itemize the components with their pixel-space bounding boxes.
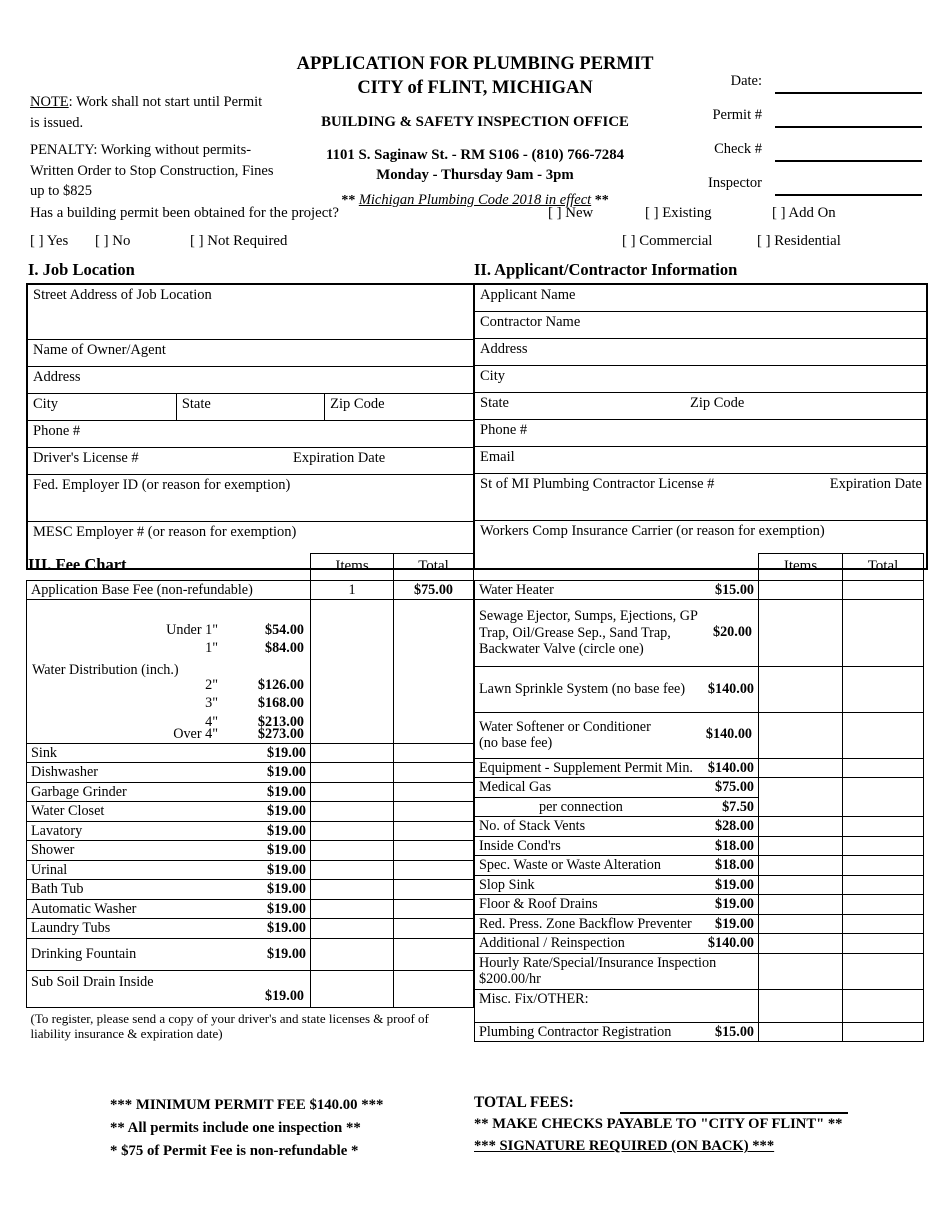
field-mesc-employer[interactable]: MESC Employer # (or reason for exemption) (28, 522, 473, 569)
note-paragraph (30, 92, 275, 133)
fee-items-garbage-grinder[interactable] (311, 782, 394, 801)
table-row (27, 580, 474, 599)
section-heading-fee-chart: III. Fee Chart (28, 555, 127, 574)
right-item-price-floor-roof: $19.00 (714, 896, 754, 913)
right-item-price-per-connection: $7.50 (722, 798, 754, 815)
table-row (27, 970, 474, 1007)
left-item-label-3: Water Closet (31, 803, 105, 820)
left-item-label-0: Sink (31, 744, 58, 761)
fee-total-equipment[interactable] (843, 758, 924, 777)
fee-label-reinspection (475, 934, 759, 953)
right-item-price-softener: $140.00 (705, 725, 752, 742)
office-address: 1101 S. Saginaw St. - RM S106 - (810) 766-7284 (325, 146, 624, 163)
fee-items-water-closet[interactable] (311, 802, 394, 821)
non-refundable-note: * $75 of Permit Fee is non-refundable * (110, 1142, 359, 1159)
left-item-label-8: Automatic Washer (31, 900, 137, 917)
left-item-label-4: Lavatory (31, 822, 83, 839)
left-item-label-7: Bath Tub (31, 881, 84, 898)
fee-label-equipment (475, 758, 759, 777)
right-item-label-medical-gas: Medical Gas (479, 779, 552, 796)
fee-total-automatic-washer[interactable] (394, 899, 474, 918)
minimum-permit-fee-note: *** MINIMUM PERMIT FEE $140.00 *** (110, 1097, 384, 1113)
field-contractor-state-zip[interactable] (475, 393, 926, 420)
fee-total-backflow-preventer[interactable] (843, 914, 924, 933)
table-row (475, 758, 924, 777)
field-zip[interactable]: Zip Code (325, 394, 473, 421)
table-row (28, 285, 473, 340)
left-item-price-5: $19.00 (266, 842, 306, 859)
check-number-field-row (690, 138, 925, 172)
fee-label-urinal (27, 860, 311, 879)
table-row (28, 394, 473, 421)
fee-total-bath-tub[interactable] (394, 880, 474, 899)
field-contractor-address[interactable]: Address (475, 339, 926, 366)
left-item-price-4: $19.00 (266, 822, 306, 839)
fee-total-sewage-ejector[interactable] (843, 599, 924, 666)
field-state[interactable]: State (176, 394, 324, 421)
fee-total-lavatory[interactable] (394, 821, 474, 840)
fee-items-water-softener[interactable] (759, 712, 843, 758)
one-inspection-note: ** All permits include one inspection ** (110, 1119, 361, 1136)
field-workers-comp[interactable]: Workers Comp Insurance Carrier (or reason for exemption) (475, 521, 926, 568)
table-row (27, 919, 474, 938)
checkbox-no[interactable]: [ ] No (95, 233, 131, 249)
check-number-label: Check # (714, 141, 762, 157)
table-row (28, 367, 473, 394)
table-row (475, 895, 924, 914)
fee-label-sub-soil-drain (27, 970, 311, 1007)
fee-label-lawn-sprinkle (475, 666, 759, 712)
fee-total-spec-waste[interactable] (843, 856, 924, 875)
inspector-field-row (690, 172, 925, 206)
table-row (27, 899, 474, 918)
right-item-label-spec-waste: Spec. Waste or Waste Alteration (479, 857, 661, 874)
right-item-price-medical-gas: $75.00 (714, 779, 754, 796)
applicant-info-tables (26, 283, 928, 570)
right-item-price-water-heater: $15.00 (714, 581, 754, 598)
field-owner-address[interactable]: Address (28, 367, 473, 394)
table-row (475, 817, 924, 836)
left-item-price-8: $19.00 (266, 900, 306, 917)
date-label: Date: (730, 73, 762, 89)
field-applicant-name[interactable]: Applicant Name (475, 285, 926, 312)
wd-price-2: $126.00 (257, 676, 304, 693)
fee-label-water-distribution (27, 599, 311, 743)
table-row (475, 420, 926, 447)
table-row (475, 712, 924, 758)
fee-total-water-closet[interactable] (394, 802, 474, 821)
fee-total-shower[interactable] (394, 841, 474, 860)
left-item-price-0: $19.00 (266, 744, 306, 761)
fee-label-drinking-fountain (27, 938, 311, 970)
fee-items-contractor-registration[interactable] (759, 1022, 843, 1041)
code-text: Michigan Plumbing Code 2018 in effect (358, 191, 592, 208)
fee-label-contractor-registration (475, 1022, 759, 1041)
drivers-license-label: Driver's License # (33, 450, 139, 466)
fee-total-contractor-registration[interactable] (843, 1022, 924, 1041)
field-contractor-phone[interactable]: Phone # (475, 420, 926, 447)
fee-label-slop-sink (475, 875, 759, 894)
signature-required-note: *** SIGNATURE REQUIRED (ON BACK) *** (474, 1138, 775, 1155)
total-fees-label: TOTAL FEES: (474, 1094, 574, 1111)
table-row (27, 880, 474, 899)
table-row (28, 475, 473, 522)
note-label: NOTE (30, 94, 69, 110)
field-fed-employer-id[interactable]: Fed. Employer ID (or reason for exemption) (28, 475, 473, 522)
office-hours: Monday - Thursday 9am - 3pm (376, 167, 574, 184)
code-suffix-asterisks: ** (594, 192, 609, 208)
fee-total-garbage-grinder[interactable] (394, 782, 474, 801)
left-item-label-1: Dishwasher (31, 764, 98, 781)
fee-label-hourly-rate (475, 953, 759, 989)
inspector-label: Inspector (708, 175, 762, 191)
fee-items-shower[interactable] (311, 841, 394, 860)
table-row (28, 448, 473, 475)
sub-soil-price: $19.00 (264, 988, 304, 1005)
building-permit-question: Has a building permit been obtained for the project? (30, 205, 339, 221)
water-distribution-label: Water Distribution (inch.) (32, 661, 179, 678)
fee-items-base-fee[interactable]: 1 (311, 580, 394, 599)
fee-items-medical-gas[interactable] (759, 778, 843, 817)
fee-label-inside-condrs (475, 836, 759, 855)
checkbox-commercial[interactable]: [ ] Commercial (622, 233, 713, 249)
fee-items-slop-sink[interactable] (759, 875, 843, 894)
table-row (27, 599, 474, 743)
field-mi-license[interactable] (475, 474, 926, 521)
sewage-line-2: Trap, Oil/Grease Sep., Sand Trap, (479, 624, 671, 641)
building-permit-options (30, 233, 287, 250)
fee-total-urinal[interactable] (394, 860, 474, 879)
wd-price-3: $168.00 (257, 694, 304, 711)
fee-items-water-heater[interactable] (759, 580, 843, 599)
right-item-price-slop-sink: $19.00 (714, 876, 754, 893)
fee-label-dishwasher (27, 763, 311, 782)
fee-chart-left (26, 553, 474, 1044)
wd-size-3: 3" (205, 694, 218, 711)
right-item-label-inside-condrs: Inside Cond'rs (479, 837, 561, 854)
fee-label-shower (27, 841, 311, 860)
fee-total-water-distribution[interactable] (394, 599, 474, 743)
field-owner-agent[interactable]: Name of Owner/Agent (28, 340, 473, 367)
fee-label-misc-other[interactable]: Misc. Fix/OTHER: (475, 989, 759, 1022)
left-item-price-1: $19.00 (266, 764, 306, 781)
fee-label-laundry-tubs (27, 919, 311, 938)
fee-label-base-fee: Application Base Fee (non-refundable) (27, 580, 311, 599)
fee-label-garbage-grinder (27, 782, 311, 801)
fee-items-lawn-sprinkle[interactable] (759, 666, 843, 712)
wd-price-5: $273.00 (257, 725, 304, 742)
footer-fee-notes (110, 1094, 383, 1163)
right-item-price-lawn: $140.00 (707, 681, 754, 698)
fee-chart-title-spacer (27, 554, 311, 581)
left-item-price-2: $19.00 (266, 783, 306, 800)
fee-chart (26, 553, 924, 1044)
checkbox-existing[interactable]: [ ] Existing (645, 205, 712, 221)
fee-items-water-distribution[interactable] (311, 599, 394, 743)
field-contractor-email[interactable]: Email (475, 447, 926, 474)
section-heading-job-location: I. Job Location (28, 260, 135, 279)
field-phone[interactable]: Phone # (28, 421, 473, 448)
fee-items-hourly-rate[interactable] (759, 953, 843, 989)
right-item-price-reinspection: $140.00 (707, 935, 754, 952)
right-item-price-backflow: $19.00 (714, 915, 754, 932)
table-row (27, 938, 474, 970)
table-row (475, 474, 926, 521)
job-location-table (28, 285, 475, 568)
fee-label-per-connection (475, 797, 759, 816)
date-field-row (690, 70, 925, 104)
inspector-input-line[interactable] (775, 194, 922, 196)
table-row (27, 1007, 474, 1044)
table-row (475, 914, 924, 933)
table-row (28, 340, 473, 367)
right-item-price-equipment: $140.00 (707, 759, 754, 776)
table-row (27, 743, 474, 762)
check-number-input-line[interactable] (775, 160, 922, 162)
checkbox-add-on[interactable]: [ ] Add On (772, 205, 836, 221)
softener-line-2: (no base fee) (479, 735, 553, 752)
table-row (27, 860, 474, 879)
fee-total-water-softener[interactable] (843, 712, 924, 758)
table-row (27, 821, 474, 840)
checkbox-yes[interactable]: [ ] Yes (30, 233, 69, 249)
fee-items-sub-soil-drain[interactable] (311, 970, 394, 1007)
fee-label-sink (27, 743, 311, 762)
fee-total-floor-roof-drains[interactable] (843, 895, 924, 914)
table-row (475, 875, 924, 894)
penalty-paragraph: PENALTY: Working without permits-Written Order to Stop Construction, Fines up to $825 (30, 142, 274, 200)
left-item-price-6: $19.00 (266, 861, 306, 878)
wd-price-1: $84.00 (264, 639, 304, 656)
wd-size-2: 2" (205, 676, 218, 693)
right-item-label-floor-roof: Floor & Roof Drains (479, 896, 598, 913)
table-row (475, 934, 924, 953)
fee-items-bath-tub[interactable] (311, 880, 394, 899)
table-row (27, 841, 474, 860)
fee-items-automatic-washer[interactable] (311, 899, 394, 918)
fee-total-medical-gas[interactable] (843, 778, 924, 817)
left-item-label-6: Urinal (31, 861, 68, 878)
table-row (27, 782, 474, 801)
field-contractor-city[interactable]: City (475, 366, 926, 393)
right-item-price-registration: $15.00 (714, 1023, 754, 1040)
fee-col-total-right: Total (843, 554, 924, 581)
fee-total-sink[interactable] (394, 743, 474, 762)
checkbox-new[interactable]: [ ] New (548, 205, 594, 221)
right-item-label-stack-vents: No. of Stack Vents (479, 818, 586, 835)
fee-items-drinking-fountain[interactable] (311, 938, 394, 970)
table-row (475, 856, 924, 875)
table-row (475, 312, 926, 339)
mi-license-label: St of MI Plumbing Contractor License # (480, 476, 715, 492)
right-item-price-sewage: $20.00 (712, 623, 752, 640)
left-item-price-3: $19.00 (266, 803, 306, 820)
date-input-line[interactable] (775, 92, 922, 94)
fee-total-misc-other[interactable] (843, 989, 924, 1022)
contractor-zip-label: Zip Code (690, 395, 745, 411)
left-item-price-7: $19.00 (266, 881, 306, 898)
office-name: BUILDING & SAFETY INSPECTION OFFICE (321, 113, 629, 130)
fee-label-lavatory (27, 821, 311, 840)
table-row (475, 778, 924, 797)
fee-col-total-left: Total (394, 554, 474, 581)
fee-items-backflow-preventer[interactable] (759, 914, 843, 933)
right-item-price-spec-waste: $18.00 (714, 857, 754, 874)
softener-line-1: Water Softener or Conditioner (479, 719, 651, 735)
occupancy-type-options (622, 233, 942, 250)
right-item-label-lawn: Lawn Sprinkle System (no base fee) (479, 681, 686, 698)
table-row (475, 989, 924, 1022)
fee-items-spec-waste[interactable] (759, 856, 843, 875)
left-item-label-10: Drinking Fountain (31, 945, 137, 962)
fee-total-sub-soil-drain[interactable] (394, 970, 474, 1007)
fee-label-backflow-preventer (475, 914, 759, 933)
mi-license-expiration-label: Expiration Date (829, 476, 922, 492)
left-item-price-9: $19.00 (266, 920, 306, 937)
right-item-label-reinspection: Additional / Reinspection (479, 935, 625, 952)
fee-total-water-heater[interactable] (843, 580, 924, 599)
right-item-label-equipment: Equipment - Supplement Permit Min. (479, 759, 693, 776)
fee-items-urinal[interactable] (311, 860, 394, 879)
fee-label-water-heater (475, 580, 759, 599)
table-row (475, 836, 924, 855)
wd-price-0: $54.00 (264, 621, 304, 638)
right-item-label-slop-sink: Slop Sink (479, 876, 535, 893)
field-street-address[interactable]: Street Address of Job Location (28, 285, 473, 340)
left-item-price-10: $19.00 (266, 945, 306, 962)
fee-label-bath-tub (27, 880, 311, 899)
table-row (475, 599, 924, 666)
right-item-price-stack-vents: $28.00 (714, 818, 754, 835)
fee-total-lawn-sprinkle[interactable] (843, 666, 924, 712)
sub-soil-label: Sub Soil Drain Inside (31, 973, 154, 990)
fee-label-spec-waste (475, 856, 759, 875)
fee-total-slop-sink[interactable] (843, 875, 924, 894)
fee-chart-right (474, 553, 924, 1044)
fee-items-equipment[interactable] (759, 758, 843, 777)
wd-size-0: Under 1" (166, 621, 218, 638)
fee-items-stack-vents[interactable] (759, 817, 843, 836)
wd-price-4: $213.00 (257, 713, 304, 730)
sewage-line-3: Backwater Valve (circle one) (479, 641, 644, 658)
checkbox-not-required[interactable]: [ ] Not Required (190, 233, 288, 249)
table-row (475, 666, 924, 712)
fee-label-water-closet (27, 802, 311, 821)
register-instructions: (To register, please send a copy of your driver's and state licenses & proof of liability insurance & expiration date) (27, 1007, 474, 1044)
section-heading-applicant: II. Applicant/Contractor Information (474, 260, 738, 279)
table-row (27, 763, 474, 782)
form-title-line2: CITY of FLINT, MICHIGAN (357, 78, 593, 99)
table-row (475, 1022, 924, 1041)
table-row (475, 393, 926, 420)
permit-number-label: Permit # (712, 107, 762, 123)
table-row (475, 580, 924, 599)
fee-items-reinspection[interactable] (759, 934, 843, 953)
right-item-label-per-connection: per connection (539, 798, 623, 815)
right-item-price-inside-condrs: $18.00 (714, 837, 754, 854)
fee-label-stack-vents (475, 817, 759, 836)
left-item-label-9: Laundry Tubs (31, 920, 111, 937)
fee-total-drinking-fountain[interactable] (394, 938, 474, 970)
wd-size-1: 1" (205, 639, 218, 656)
sewage-line-1: Sewage Ejector, Sumps, Ejections, GP (479, 608, 698, 625)
right-item-label-registration: Plumbing Contractor Registration (479, 1023, 672, 1040)
checks-payable-note: ** MAKE CHECKS PAYABLE TO "CITY OF FLINT" ** (474, 1116, 843, 1133)
fee-header-row (475, 554, 924, 581)
fee-items-lavatory[interactable] (311, 821, 394, 840)
wd-size-4: 4" (205, 713, 218, 730)
fee-total-reinspection[interactable] (843, 934, 924, 953)
fee-total-dishwasher[interactable] (394, 763, 474, 782)
checkbox-residential[interactable]: [ ] Residential (757, 233, 841, 249)
fee-total-stack-vents[interactable] (843, 817, 924, 836)
footer-total-block (474, 1091, 842, 1158)
table-row (475, 366, 926, 393)
fee-header-row (27, 554, 474, 581)
fee-label-floor-roof-drains (475, 895, 759, 914)
fee-total-laundry-tubs[interactable] (394, 919, 474, 938)
right-item-label-water-heater: Water Heater (479, 581, 554, 598)
hourly-line-1: Hourly Rate/Special/Insurance Inspection (479, 954, 717, 971)
fee-total-base-fee[interactable]: $75.00 (394, 580, 474, 599)
fee-label-automatic-washer (27, 899, 311, 918)
fee-label-medical-gas (475, 778, 759, 797)
header-notice-block (30, 92, 275, 202)
wd-size-5: Over 4" (173, 725, 218, 742)
field-city[interactable]: City (28, 394, 176, 421)
table-row (475, 285, 926, 312)
note-text: : Work shall not start until Permit is issued. (30, 94, 263, 131)
table-row (28, 421, 473, 448)
table-row (475, 339, 926, 366)
fee-items-floor-roof-drains[interactable] (759, 895, 843, 914)
right-item-label-backflow: Red. Press. Zone Backflow Preventer (479, 915, 692, 932)
fee-label-sewage-ejector (475, 599, 759, 666)
table-row (475, 953, 924, 989)
fee-items-inside-condrs[interactable] (759, 836, 843, 855)
permit-number-input-line[interactable] (775, 126, 922, 128)
hourly-line-2: $200.00/hr (479, 971, 541, 988)
left-item-label-2: Garbage Grinder (31, 783, 127, 800)
header-title-block (270, 52, 680, 209)
total-fees-input-line[interactable] (620, 1112, 848, 1114)
permit-metadata-fields (690, 70, 925, 206)
fee-total-hourly-rate[interactable] (843, 953, 924, 989)
table-row (27, 802, 474, 821)
form-title-line1: APPLICATION FOR PLUMBING PERMIT (296, 54, 654, 74)
fee-total-inside-condrs[interactable] (843, 836, 924, 855)
field-drivers-license[interactable] (28, 448, 473, 475)
fee-items-misc-other[interactable] (759, 989, 843, 1022)
fee-col-items-right: Items (759, 554, 843, 581)
permit-number-field-row (690, 104, 925, 138)
fee-right-title-spacer (475, 554, 759, 581)
fee-col-items-left: Items (311, 554, 394, 581)
work-type-options (548, 205, 938, 222)
table-row (475, 447, 926, 474)
applicant-contractor-table (475, 285, 926, 568)
drivers-license-expiration-label: Expiration Date (293, 450, 386, 466)
fee-items-laundry-tubs[interactable] (311, 919, 394, 938)
fee-items-sink[interactable] (311, 743, 394, 762)
contractor-state-label: State (480, 395, 509, 411)
code-prefix-asterisks: ** (341, 192, 356, 208)
left-item-label-5: Shower (31, 842, 75, 859)
fee-items-dishwasher[interactable] (311, 763, 394, 782)
fee-label-water-softener (475, 712, 759, 758)
field-contractor-name[interactable]: Contractor Name (475, 312, 926, 339)
